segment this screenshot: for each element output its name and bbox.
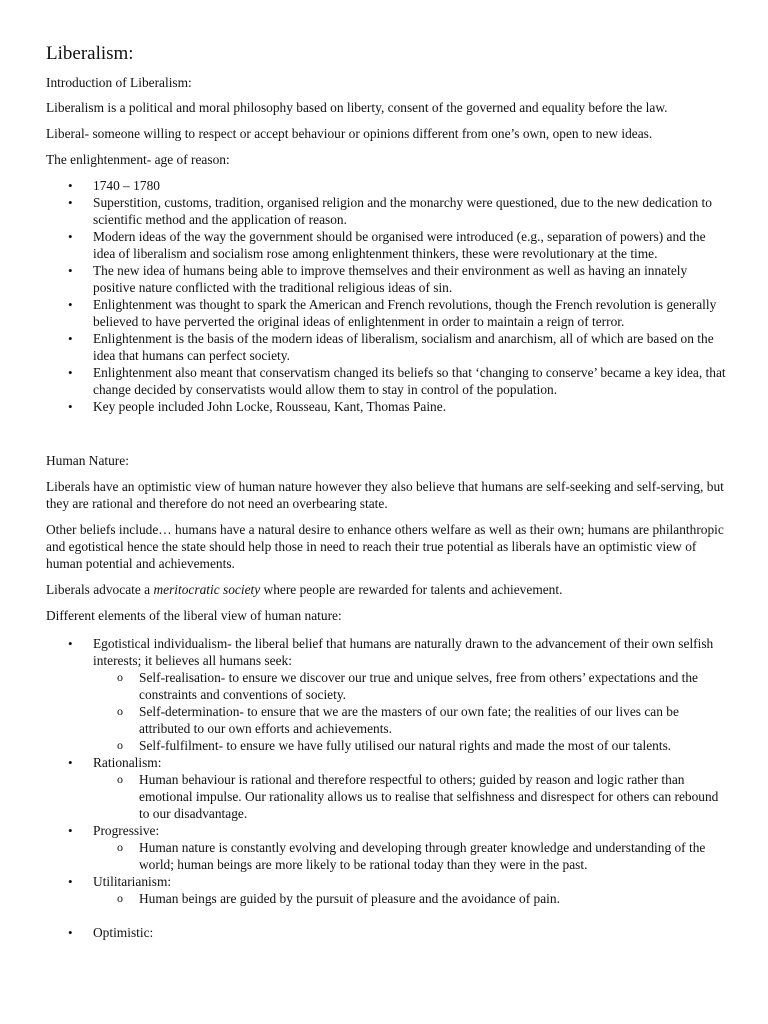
bullet-icon: • xyxy=(68,178,73,193)
bullet-icon: • xyxy=(68,636,73,651)
elements-heading: Different elements of the liberal view of human nature: xyxy=(46,608,342,623)
bullet-icon: • xyxy=(68,755,73,770)
circle-bullet-icon: o xyxy=(117,840,123,854)
human-nature-paragraph-3 xyxy=(46,581,728,598)
page-title: Liberalism: xyxy=(46,43,134,64)
spacer xyxy=(46,415,728,452)
circle-bullet-icon: o xyxy=(117,738,123,752)
circle-bullet-icon: o xyxy=(117,670,123,684)
list-item-text: Enlightenment is the basis of the modern ideas of liberalism, socialism and anarchism, all of which are based on the idea that humans can perfect society. xyxy=(93,331,714,363)
list-item xyxy=(46,194,728,228)
intro-heading: Introduction of Liberalism: xyxy=(46,75,192,90)
list-item xyxy=(46,330,728,364)
bullet-icon: • xyxy=(68,925,73,940)
list-item xyxy=(46,924,728,941)
list-item-text: Key people included John Locke, Rousseau, Kant, Thomas Paine. xyxy=(93,399,447,414)
list-item xyxy=(46,822,728,873)
circle-bullet-icon: o xyxy=(117,704,123,718)
circle-bullet-icon: o xyxy=(117,772,123,786)
bullet-icon: • xyxy=(68,331,73,346)
sub-list xyxy=(93,669,728,754)
list-item-text: Utilitarianism: xyxy=(93,874,172,889)
bullet-icon: • xyxy=(68,823,73,838)
sub-list xyxy=(93,839,728,873)
list-item-text: Egotistical individualism- the liberal belief that humans are naturally drawn to the advancement of their own selfish interests; it believes all humans seek: xyxy=(93,636,714,668)
text-run: where people are rewarded for talents and achievement. xyxy=(260,582,563,597)
list-item-text: Modern ideas of the way the government should be organised were introduced (e.g., separation of powers) and the idea of liberalism and socialism rose among enlightenment thinkers, these were revolutionary at the time. xyxy=(93,229,706,261)
bullet-icon: • xyxy=(68,399,73,414)
emphasis-text: meritocratic society xyxy=(153,582,261,597)
human-nature-paragraph-2: Other beliefs include… humans have a natural desire to enhance others welfare as well as their own; humans are philanthropic and egotistical hence the state should help those in need to reach their true potential as liberals have an optimistic view of human potential and achievements. xyxy=(46,522,724,571)
sub-list xyxy=(93,890,728,907)
intro-paragraph-2: Liberal- someone willing to respect or accept behaviour or opinions different from one’s own, open to new ideas. xyxy=(46,126,653,141)
list-item xyxy=(46,364,728,398)
sub-list-item-text: Human behaviour is rational and therefore respectful to others; guided by reason and logic rather than emotional impulse. Our rationality allows us to realise that selfishness and disrespect for others can rebound to our disadvantage. xyxy=(139,772,719,821)
sub-list-item-text: Self-realisation- to ensure we discover our true and unique selves, free from others’ expectations and the constraints and conventions of society. xyxy=(139,670,698,702)
list-item xyxy=(46,635,728,754)
enlightenment-heading: The enlightenment- age of reason: xyxy=(46,152,230,167)
bullet-icon: • xyxy=(68,229,73,244)
sub-list-item xyxy=(93,839,728,873)
document-page xyxy=(46,42,728,941)
list-item-text: 1740 – 1780 xyxy=(93,178,160,193)
list-item xyxy=(46,754,728,822)
sub-list-item-text: Self-fulfilment- to ensure we have fully utilised our natural rights and made the most of our talents. xyxy=(139,738,672,753)
human-nature-paragraph-1: Liberals have an optimistic view of human nature however they also believe that humans are self-seeking and self-serving, but they are rational and therefore do not need an overbearing state. xyxy=(46,479,724,511)
sub-list-item-text: Self-determination- to ensure that we are the masters of our own fate; the realities of our lives can be attributed to our own efforts and achievements. xyxy=(139,704,679,736)
list-item xyxy=(46,177,728,194)
bullet-icon: • xyxy=(68,365,73,380)
intro-paragraph-1: Liberalism is a political and moral philosophy based on liberty, consent of the governed and equality before the law. xyxy=(46,100,668,115)
list-item xyxy=(46,262,728,296)
sub-list xyxy=(93,771,728,822)
list-item xyxy=(46,228,728,262)
bullet-icon: • xyxy=(68,874,73,889)
bullet-icon: • xyxy=(68,297,73,312)
bullet-icon: • xyxy=(68,263,73,278)
enlightenment-list xyxy=(46,177,728,415)
sub-list-item xyxy=(93,771,728,822)
elements-list xyxy=(46,635,728,907)
list-item-text: The new idea of humans being able to improve themselves and their environment as well as having an innately positive nature conflicted with the traditional religious ideas of sin. xyxy=(93,263,688,295)
sub-list-item xyxy=(93,703,728,737)
list-item xyxy=(46,873,728,907)
list-item-text: Enlightenment also meant that conservatism changed its beliefs so that ‘changing to conserve’ became a key idea, that change decided by conservatists would allow them to stay in control of the population. xyxy=(93,365,726,397)
list-item xyxy=(46,296,728,330)
list-item-text: Superstition, customs, tradition, organised religion and the monarchy were questioned, due to the new dedication to scientific method and the application of reason. xyxy=(93,195,712,227)
bullet-icon: • xyxy=(68,195,73,210)
sub-list-item-text: Human beings are guided by the pursuit of pleasure and the avoidance of pain. xyxy=(139,891,560,906)
list-item-text: Enlightenment was thought to spark the American and French revolutions, though the French revolution is generally believed to have perverted the original ideas of enlightenment in order to maintain a reign of terror. xyxy=(93,297,717,329)
text-run: Liberals advocate a xyxy=(46,582,154,597)
sub-list-item xyxy=(93,890,728,907)
list-item-text: Optimistic: xyxy=(93,925,154,940)
human-nature-heading: Human Nature: xyxy=(46,453,129,468)
spacer xyxy=(46,907,728,924)
list-item-text: Rationalism: xyxy=(93,755,162,770)
list-item-text: Progressive: xyxy=(93,823,160,838)
circle-bullet-icon: o xyxy=(117,891,123,905)
sub-list-item xyxy=(93,669,728,703)
list-item xyxy=(46,398,728,415)
sub-list-item xyxy=(93,737,728,754)
elements-list-continued xyxy=(46,924,728,941)
sub-list-item-text: Human nature is constantly evolving and developing through greater knowledge and understanding of the world; human beings are more likely to be rational today than they were in the past. xyxy=(139,840,706,872)
